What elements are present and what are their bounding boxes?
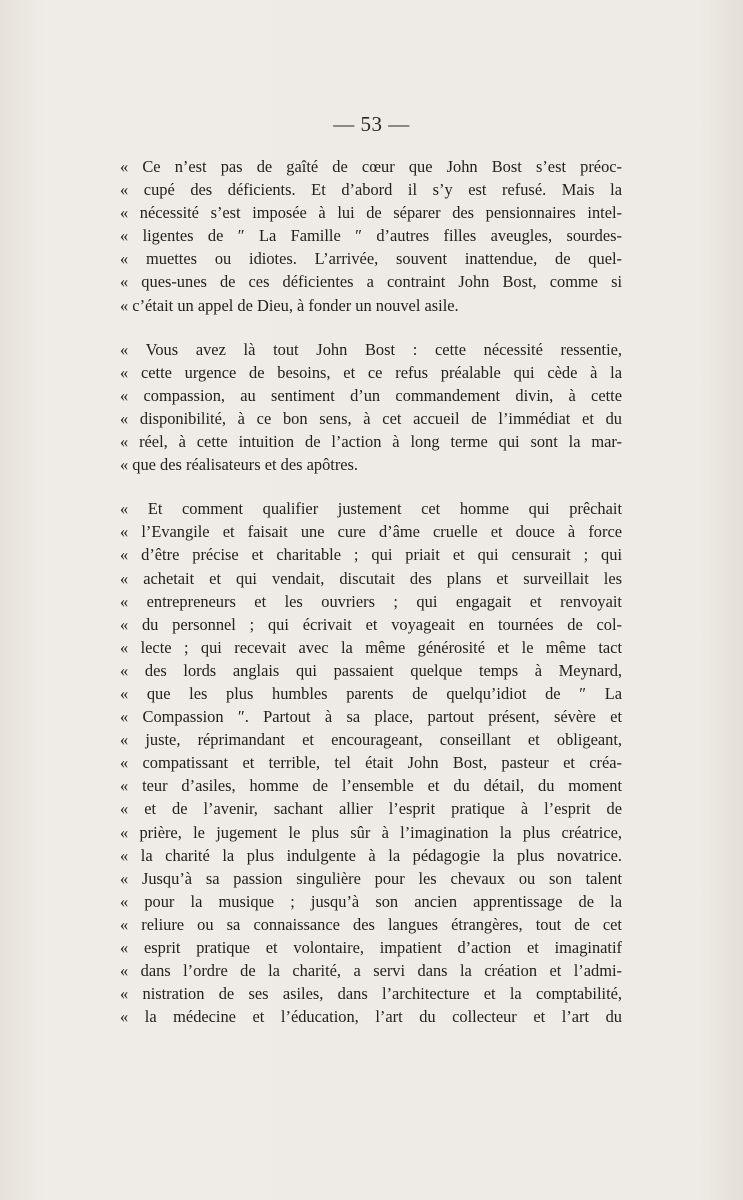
paragraph-3 bbox=[120, 497, 622, 1028]
text-line: « achetait et qui vendait, discutait des plans et surveillait les bbox=[120, 568, 622, 588]
text-line: « dans l’ordre de la charité, a servi dans la création et l’admi- bbox=[120, 961, 622, 981]
text-line: « des lords anglais qui passaient quelque temps à Meynard, bbox=[120, 660, 622, 680]
page-number: — 53 — bbox=[333, 112, 410, 136]
text-line: « la charité la plus indulgente à la pédagogie la plus novatrice. bbox=[120, 845, 622, 865]
text-line: « entrepreneurs et les ouvriers ; qui engagait et renvoyait bbox=[120, 591, 622, 611]
text-line: « nécessité s’est imposée à lui de séparer des pensionnaires intel- bbox=[120, 203, 622, 223]
text-line: « esprit pratique et volontaire, impatient d’action et imaginatif bbox=[120, 938, 622, 957]
text-line: « l’Evangile et faisait une cure d’âme cruelle et douce à force bbox=[120, 522, 622, 542]
text-line: « pour la musique ; jusqu’à son ancien apprentissage de la bbox=[120, 891, 622, 911]
text-line: « cupé des déficients. Et d’abord il s’y est refusé. Mais la bbox=[120, 180, 622, 200]
text-line: « nistration de ses asiles, dans l’architecture et la comptabilité, bbox=[120, 984, 622, 1004]
text-line: « cette urgence de besoins, et ce refus préalable qui cède à la bbox=[120, 362, 622, 382]
text-line: « reliure ou sa connaissance des langues étrangères, tout de cet bbox=[120, 914, 622, 934]
text-line: « prière, le jugement le plus sûr à l’imagination la plus créatrice, bbox=[120, 822, 622, 842]
text-line: « muettes ou idiotes. L’arrivée, souvent inattendue, de quel- bbox=[120, 249, 622, 269]
text-line: « la médecine et l’éducation, l’art du collecteur et l’art du bbox=[120, 1007, 622, 1027]
text-line: « disponibilité, à ce bon sens, à cet accueil de l’immédiat et du bbox=[120, 408, 622, 428]
text-line: « compatissant et terrible, tel était John Bost, pasteur et créa- bbox=[120, 753, 622, 773]
text-line: « et de l’avenir, sachant allier l’esprit pratique à l’esprit de bbox=[120, 799, 622, 819]
text-line: « teur d’asiles, homme de l’ensemble et du détail, du moment bbox=[120, 776, 622, 796]
text-line: « c’était un appel de Dieu, à fonder un nouvel asile. bbox=[120, 295, 459, 315]
text-line: « lecte ; qui recevait avec la même générosité et le même tact bbox=[120, 637, 622, 657]
text-line: « que des réalisateurs et des apôtres. bbox=[120, 455, 359, 475]
text-line: « juste, réprimandant et encourageant, conseillant et obligeant, bbox=[120, 730, 622, 750]
text-line: « Vous avez là tout John Bost : cette nécessité ressentie, bbox=[120, 339, 622, 359]
body-text bbox=[120, 155, 622, 1049]
text-line: « réel, à cette intuition de l’action à long terme qui sont la mar- bbox=[120, 432, 622, 452]
text-line: « compassion, au sentiment d’un commandement divin, à cette bbox=[120, 385, 622, 405]
text-line: « Et comment qualifier justement cet homme qui prêchait bbox=[120, 499, 622, 519]
text-line: « ques-unes de ces déficientes a contraint John Bost, comme si bbox=[120, 272, 622, 292]
text-line: « ligentes de ″ La Famille ″ d’autres filles aveugles, sourdes- bbox=[120, 226, 622, 246]
text-line: « Compassion ″. Partout à sa place, partout présent, sévère et bbox=[120, 707, 622, 727]
paragraph-2 bbox=[120, 338, 622, 477]
text-line: « du personnel ; qui écrivait et voyageait en tournées de col- bbox=[120, 614, 622, 634]
paragraph-1 bbox=[120, 155, 622, 317]
text-line: « Jusqu’à sa passion singulière pour les chevaux ou son talent bbox=[120, 868, 622, 888]
text-line: « que les plus humbles parents de quelqu’idiot de ″ La bbox=[120, 683, 622, 703]
text-line: « d’être précise et charitable ; qui priait et qui censurait ; qui bbox=[120, 545, 622, 565]
text-line: « Ce n’est pas de gaîté de cœur que John Bost s’est préoc- bbox=[120, 157, 622, 176]
